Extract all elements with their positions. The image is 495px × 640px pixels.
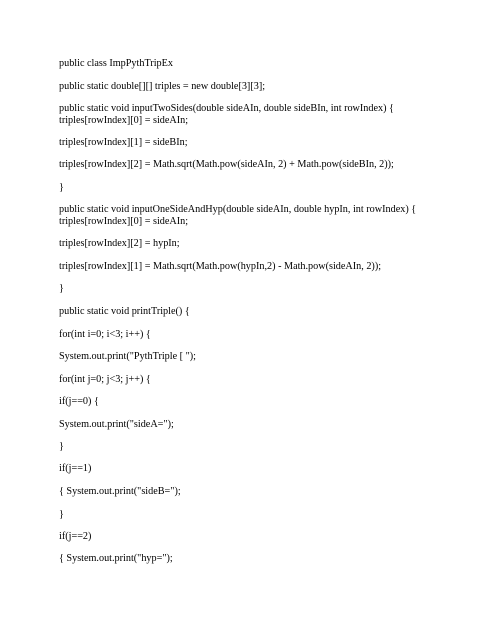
code-line: if(j==2) [59,531,92,542]
code-line: for(int i=0; i<3; i++) { [59,329,151,340]
code-line: { System.out.print("hyp="); [59,553,173,564]
code-line: System.out.print("PythTriple [ "); [59,351,196,362]
code-line: if(j==1) [59,463,92,474]
code-line: public static void inputOneSideAndHyp(double sideAIn, double hypIn, int rowIndex) { [59,204,417,215]
code-line: public class ImpPythTripEx [59,58,173,69]
code-line: { System.out.print("sideB="); [59,486,181,497]
code-line: triples[rowIndex][2] = hypIn; [59,238,180,249]
code-line: public static void inputTwoSides(double sideAIn, double sideBIn, int rowIndex) { [59,103,394,114]
code-line: } [59,182,64,193]
code-line: triples[rowIndex][1] = Math.sqrt(Math.pow(hypIn,2) - Math.pow(sideAIn, 2)); [59,261,382,272]
code-line: } [59,509,64,520]
code-line: triples[rowIndex][1] = sideBIn; [59,137,188,148]
code-line: triples[rowIndex][2] = Math.sqrt(Math.pow(sideAIn, 2) + Math.pow(sideBIn, 2)); [59,159,394,170]
code-line: if(j==0) { [59,396,99,407]
code-line: public static double[][] triples = new double[3][3]; [59,81,266,92]
code-line: } [59,283,64,294]
code-line: triples[rowIndex][0] = sideAIn; [59,216,189,227]
code-line: triples[rowIndex][0] = sideAIn; [59,115,189,126]
code-line: for(int j=0; j<3; j++) { [59,374,151,385]
code-line: public static void printTriple() { [59,306,190,317]
code-line: } [59,441,64,452]
code-line: System.out.print("sideA="); [59,419,174,430]
